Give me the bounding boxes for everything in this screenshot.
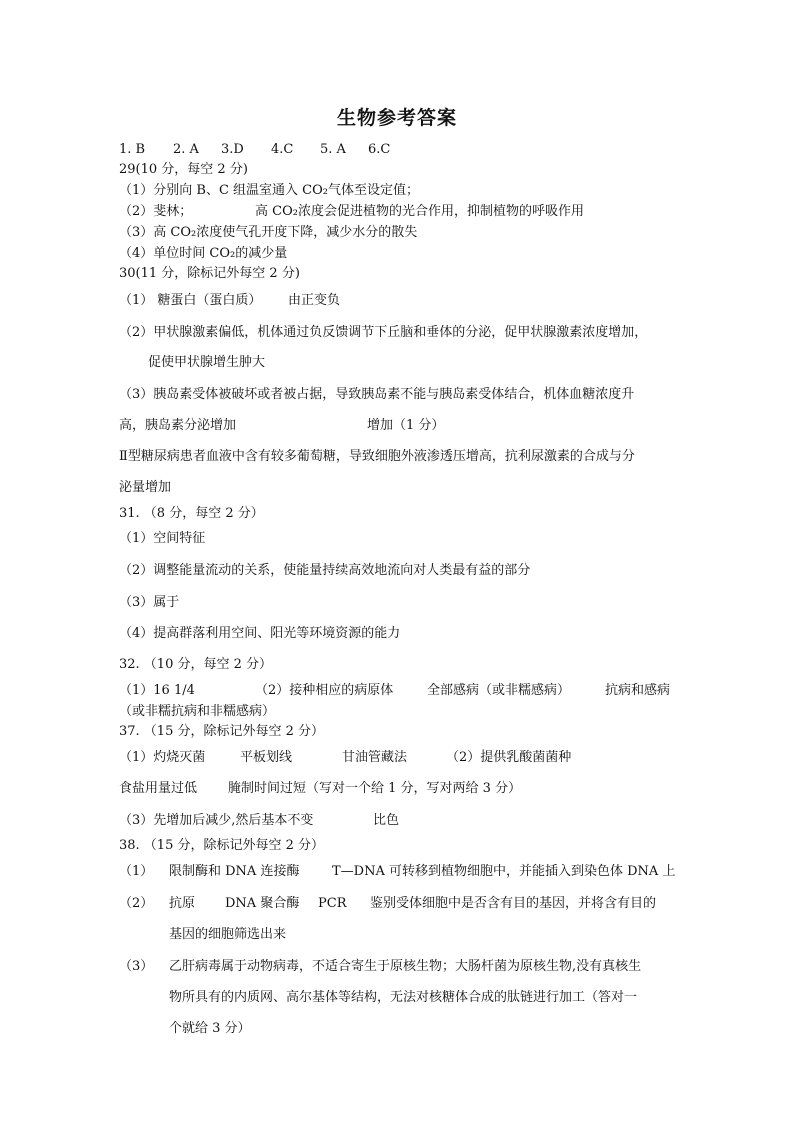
answer-line: 物所具有的内质网、高尔基体等结构，无法对核糖体合成的肽链进行加工（答对一 bbox=[169, 990, 638, 1005]
choice-answer: 2. A bbox=[173, 142, 199, 157]
answer-line: （2）斐林； bbox=[119, 204, 193, 219]
question-header: 37. （15 分，除标记外每空 2 分） bbox=[119, 724, 325, 739]
answer-line: （2）甲状腺激素偏低，机体通过负反馈调节下丘脑和垂体的分泌，促甲状腺激素浓度增加， bbox=[119, 325, 648, 340]
answer-line: （3）高 CO₂浓度使气孔开度下降，减少水分的散失 bbox=[119, 225, 418, 240]
answer-line: （2）接种相应的病原体 bbox=[255, 683, 394, 698]
choice-answer: 1. B bbox=[119, 142, 146, 157]
answer-line: 全部感病（或非糯感病） bbox=[427, 683, 571, 698]
answer-line: 由正变负 bbox=[288, 293, 341, 308]
answer-number: （1） bbox=[119, 864, 154, 879]
choice-answer: 3.D bbox=[221, 142, 244, 157]
page-title: 生物参考答案 bbox=[336, 107, 457, 129]
answer-line: 个就给 3 分） bbox=[169, 1021, 251, 1036]
answer-line: 高 CO₂浓度会促进植物的光合作用，抑制植物的呼吸作用 bbox=[255, 204, 584, 219]
question-header: 31. （8 分，每空 2 分） bbox=[119, 506, 264, 521]
answer-line: 基因的细胞筛选出来 bbox=[169, 927, 287, 942]
answer-line: （1）空间特征 bbox=[119, 531, 206, 546]
answer-line: （2）提供乳酸菌菌种 bbox=[446, 750, 572, 765]
choice-answer: 5. A bbox=[320, 142, 346, 157]
choice-answer: 4.C bbox=[271, 142, 294, 157]
answer-line: Ⅱ型糖尿病患者血液中含有较多葡萄糖，导致细胞外液渗透压增高，抗利尿激素的合成与分 bbox=[119, 449, 635, 464]
answer-line: 抗原 bbox=[169, 896, 196, 911]
answer-line: （3）属于 bbox=[119, 595, 180, 610]
answer-line: 高，胰岛素分泌增加 bbox=[119, 418, 237, 433]
answer-line: 比色 bbox=[373, 813, 400, 828]
answer-line: T—DNA 可转移到植物细胞中，并能插入到染色体 DNA 上 bbox=[332, 864, 676, 879]
answer-line: 抗病和感病 bbox=[605, 683, 671, 698]
answer-line: 甘油管藏法 bbox=[342, 750, 408, 765]
answer-line: （4）提高群落利用空间、阳光等环境资源的能力 bbox=[119, 626, 401, 641]
question-header: 38. （15 分，除标记外每空 2 分） bbox=[119, 838, 325, 853]
answer-line: PCR bbox=[318, 896, 347, 911]
answer-line: （1）16 1/4 bbox=[119, 683, 195, 698]
answer-line: 促使甲状腺增生肿大 bbox=[148, 355, 266, 370]
answer-line: 乙肝病毒属于动物病毒，不适合寄生于原核生物；大肠杆菌为原核生物,没有真核生 bbox=[169, 959, 642, 974]
answer-number: （3） bbox=[119, 959, 154, 974]
answer-line: （或非糯抗病和非糯感病） bbox=[119, 704, 276, 719]
answer-line: 泌量增加 bbox=[119, 480, 172, 495]
answer-line: （4）单位时间 CO₂的减少量 bbox=[119, 246, 288, 261]
answer-line: DNA 聚合酶 bbox=[225, 896, 300, 911]
answer-line: （1）分别向 B、C 组温室通入 CO₂气体至设定值； bbox=[119, 183, 419, 198]
answer-line: 鉴别受体细胞中是否含有目的基因，并将含有目的 bbox=[370, 896, 657, 911]
answer-line: （2）调整能量流动的关系，使能量持续高效地流向对人类最有益的部分 bbox=[119, 563, 531, 578]
answer-line: 平板划线 bbox=[240, 750, 293, 765]
answer-line: 腌制时间过短（写对一个给 1 分，写对两给 3 分） bbox=[228, 781, 522, 796]
question-header: 32. （10 分，每空 2 分） bbox=[119, 657, 273, 672]
answer-line: （3）胰岛素受体被破坏或者被占据，导致胰岛素不能与胰岛素受体结合，机体血糖浓度升 bbox=[119, 387, 635, 402]
answer-line: （1） 糖蛋白（蛋白质） bbox=[119, 293, 262, 308]
answer-number: （2） bbox=[119, 896, 154, 911]
answer-line: 食盐用量过低 bbox=[119, 781, 198, 796]
choice-answer: 6.C bbox=[368, 142, 391, 157]
question-header: 30(11 分，除标记外每空 2 分) bbox=[119, 266, 300, 281]
answer-line: （3）先增加后减少,然后基本不变 bbox=[119, 813, 314, 828]
answer-line: 增加（1 分） bbox=[367, 418, 445, 433]
answer-line: （1）灼烧灭菌 bbox=[119, 750, 206, 765]
question-header: 29(10 分，每空 2 分) bbox=[119, 162, 248, 177]
answer-line: 限制酶和 DNA 连接酶 bbox=[169, 864, 300, 879]
